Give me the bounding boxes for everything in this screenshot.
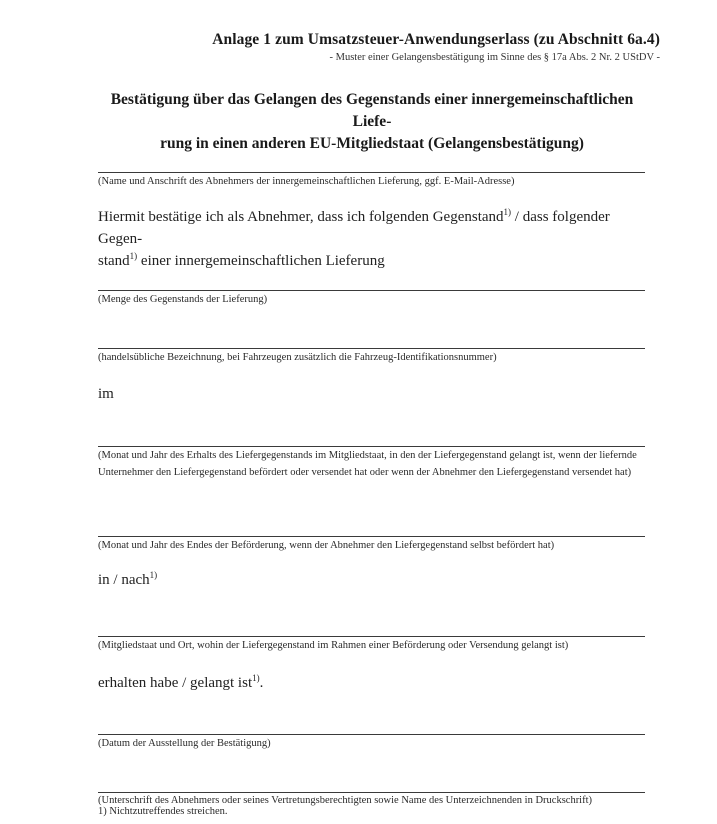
footnote-marker: 1) (149, 570, 158, 580)
footnote-marker: 1) (252, 673, 260, 683)
form-title-line-2: rung in einen anderen EU-Mitgliedstaat (Gelangensbestätigung) (160, 135, 584, 152)
description-caption: (handelsübliche Bezeichnung, bei Fahrzeugen zusätzlich die Fahrzeug-Identifikationsnummer) (98, 352, 497, 363)
form-title (98, 89, 646, 155)
im-label: im (98, 386, 114, 402)
received-label: erhalten habe / gelangt ist$^{1)}$. (98, 673, 264, 691)
receipt-month-year-caption: (Monat und Jahr des Erhalts des Liefergegenstands im Mitgliedstaat, in den der Liefergegenstand gelangt ist, wenn der liefernde Unternehmer den Liefergegenstand befördert oder versendet hat oder wenn der Abnehmer den Liefergegenstand versendet hat) (98, 450, 637, 478)
issue-date-caption: (Datum der Ausstellung der Bestätigung) (98, 738, 271, 749)
footnote-marker: 1) (503, 207, 512, 217)
confirmation-statement: Hiermit bestätige ich als Abnehmer, dass ich folgenden Gegenstand$^{1)}$ / dass folgender Gegen- stand$^{1)}$ einer innergemeinschaftlichen Lieferung (98, 207, 610, 269)
document-header-title: Anlage 1 zum Umsatzsteuer-Anwendungserlass (zu Abschnitt 6a.4) (212, 31, 660, 48)
signature-caption: (Unterschrift des Abnehmers oder seines Vertretungsberechtigten sowie Name des Unterzeichnenden in Druckschrift) (98, 795, 593, 806)
buyer-name-address-caption: (Name und Anschrift des Abnehmers der innergemeinschaftlichen Lieferung, ggf. E-Mail-Adresse) (98, 176, 515, 187)
in-nach-label: in / nach$^{1)}$ (98, 570, 158, 588)
form-title-line-1: Bestätigung über das Gelangen des Gegenstands einer innergemeinschaftlichen Liefe- (110, 91, 634, 130)
quantity-caption: (Menge des Gegenstands der Lieferung) (98, 294, 268, 305)
document-header-subtitle: - Muster einer Gelangensbestätigung im Sinne des § 17a Abs. 2 Nr. 2 UStDV - (329, 52, 660, 63)
member-state-place-caption: (Mitgliedstaat und Ort, wohin der Liefergegenstand im Rahmen einer Beförderung oder Versendung gelangt ist) (98, 640, 569, 651)
footnote: 1) Nichtzutreffendes streichen. (98, 806, 228, 817)
transport-end-month-year-caption: (Monat und Jahr des Endes der Beförderung, wenn der Abnehmer den Liefergegenstand selbst befördert hat) (98, 540, 555, 551)
footnote-marker: 1) (129, 251, 138, 261)
